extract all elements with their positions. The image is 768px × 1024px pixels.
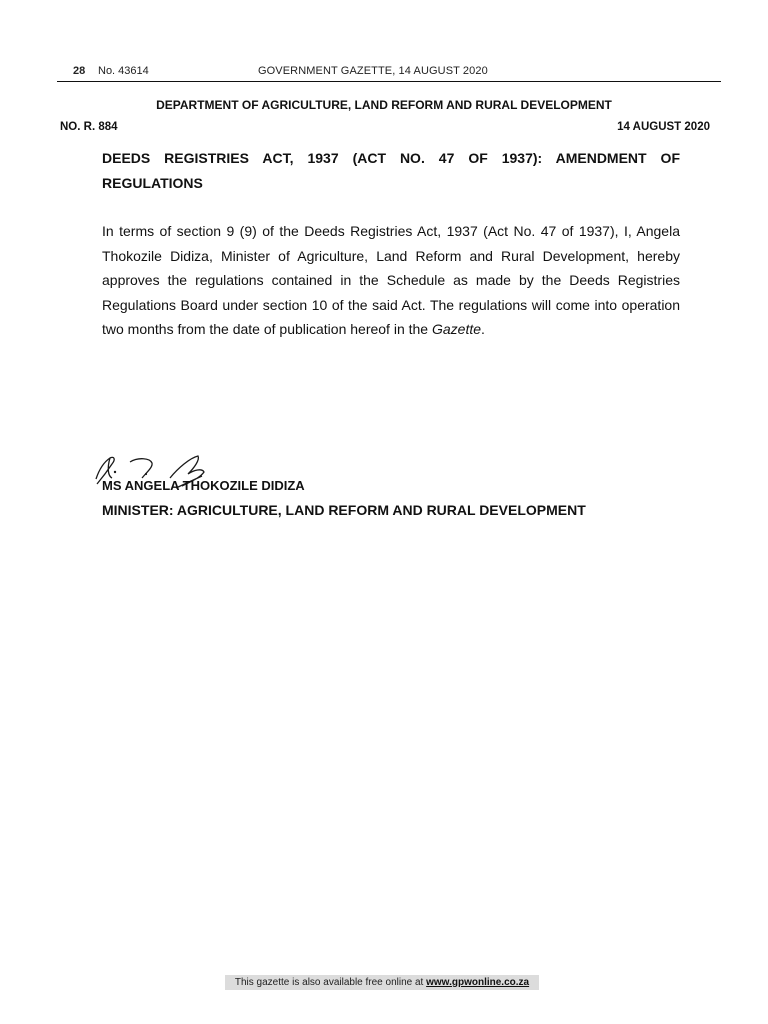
notice-body-end: . xyxy=(481,321,485,338)
notice-body xyxy=(102,219,680,342)
header-divider xyxy=(57,81,721,82)
page-number: 28 xyxy=(73,65,86,77)
notice-number: NO. R. 884 xyxy=(60,121,118,133)
footer-banner xyxy=(225,975,539,990)
footer-text: This gazette is also available free online at xyxy=(234,977,427,988)
signatory-name: MS ANGELA THOKOZILE DIDIZA xyxy=(102,478,305,493)
gazette-italic: Gazette xyxy=(431,321,482,338)
footer-link[interactable]: www.gpwonline.co.za xyxy=(426,977,530,988)
notice-date: 14 AUGUST 2020 xyxy=(617,121,710,133)
issue-number: No. 43614 xyxy=(98,65,149,77)
signatory-designation: MINISTER: AGRICULTURE, LAND REFORM AND RURAL DEVELOPMENT xyxy=(102,502,586,518)
notice-title: DEEDS REGISTRIES ACT, 1937 (ACT NO. 47 OF 1937): AMENDMENT OF REGULATIONS xyxy=(102,150,680,191)
gazette-title: GOVERNMENT GAZETTE, 14 AUGUST 2020 xyxy=(258,65,488,77)
notice-body-text: In terms of section 9 (9) of the Deeds Registries Act, 1937 (Act No. 47 of 1937), I, Angela Thokozile Didiza, Minister of Agriculture, Land Reform and Rural Development, hereby approves the regulations contained in the Schedule as made by the Deeds Registries Regulations Board under section 10 of the said Act. The regulations will come into operation two months from the date of publication hereof in the xyxy=(102,223,680,338)
department-heading: DEPARTMENT OF AGRICULTURE, LAND REFORM AND RURAL DEVELOPMENT xyxy=(156,98,612,112)
